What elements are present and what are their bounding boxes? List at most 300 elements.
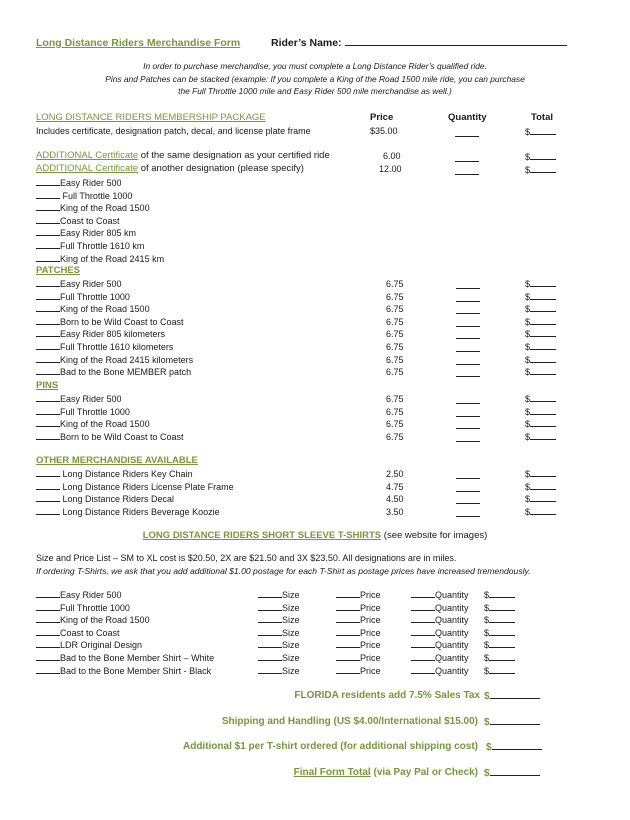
item-select-line[interactable] (36, 481, 60, 490)
tshirts-heading-note: (see website for images) (381, 530, 488, 541)
dollar-sign: $ (525, 316, 531, 327)
item-total-input[interactable] (530, 406, 556, 415)
tshirt-total-input[interactable] (489, 602, 515, 611)
price-field[interactable] (336, 652, 381, 665)
item-quantity-input[interactable] (456, 330, 480, 339)
quantity-label: Quantity (435, 665, 469, 676)
size-label: Size (282, 640, 300, 651)
item-quantity-input[interactable] (456, 433, 480, 442)
designation-item[interactable] (36, 227, 164, 240)
tshirt-row (36, 602, 596, 615)
other-list (36, 468, 576, 518)
size-field[interactable] (258, 589, 300, 602)
item-price: 6.75 (386, 431, 404, 442)
final-total-label (100, 767, 478, 778)
item-total-field[interactable] (525, 418, 556, 431)
patches-list (36, 278, 576, 379)
size-input[interactable] (258, 652, 282, 661)
other-heading: OTHER MERCHANDISE AVAILABLE (36, 455, 198, 466)
item-quantity-input[interactable] (456, 280, 480, 289)
designation-label: Full Throttle 1610 km (60, 240, 145, 251)
quantity-field[interactable] (411, 602, 469, 615)
item-select-line[interactable] (36, 316, 60, 325)
tshirt-name: Easy Rider 500 (60, 590, 122, 600)
tshirt-total-input[interactable] (489, 639, 515, 648)
item-name: Full Throttle 1000 (60, 291, 130, 302)
item-quantity-input[interactable] (456, 368, 480, 377)
quantity-field[interactable] (411, 589, 469, 602)
sales-tax-input[interactable] (490, 690, 540, 699)
dollar-sign: $ (525, 354, 531, 365)
item-price: 2.50 (386, 469, 404, 479)
riders-name-field[interactable] (271, 37, 567, 49)
size-label: Size (282, 615, 300, 626)
quantity-field[interactable] (411, 639, 469, 652)
item-total-input[interactable] (530, 328, 556, 337)
designation-label: Full Throttle 1000 (60, 190, 133, 201)
item-select-line[interactable] (36, 468, 60, 477)
size-field[interactable] (258, 639, 300, 652)
additional-cert-row (36, 163, 304, 174)
size-field[interactable] (258, 602, 300, 615)
item-select-line[interactable] (36, 589, 60, 598)
quantity-field[interactable] (411, 665, 469, 678)
tshirt-total-input[interactable] (489, 589, 515, 598)
dollar-sign: $ (525, 481, 531, 492)
quantity-input[interactable] (411, 589, 435, 598)
price-field[interactable] (336, 602, 381, 615)
additional-cert-link[interactable]: ADDITIONAL Certificate (36, 150, 139, 161)
additional-cert-quantity-input[interactable] (455, 153, 479, 162)
final-total-input[interactable] (490, 767, 540, 776)
shipping-field[interactable] (484, 716, 540, 728)
dollar-sign: $ (484, 627, 490, 638)
shipping-label: Shipping and Handling (US $4.00/International $15.00) (221, 716, 478, 727)
size-input[interactable] (258, 602, 282, 611)
tshirt-total-field[interactable] (484, 665, 515, 678)
quantity-input[interactable] (411, 602, 435, 611)
designation-item[interactable] (36, 253, 164, 266)
patch-row (36, 341, 576, 354)
additional-cert-total-input[interactable] (530, 164, 556, 173)
size-label: Size (282, 665, 300, 676)
other-merch-row (36, 506, 576, 519)
tshirt-total-field[interactable] (484, 639, 515, 652)
tshirt-total-field[interactable] (484, 589, 515, 602)
item-total-field[interactable] (525, 341, 556, 354)
membership-description: Includes certificate, designation patch, decal, and license plate frame (36, 126, 311, 136)
item-select-line[interactable] (36, 493, 60, 502)
membership-quantity-input[interactable] (455, 128, 479, 137)
item-total-field[interactable] (525, 481, 556, 494)
item-total-input[interactable] (530, 468, 556, 477)
item-name: Born to be Wild Coast to Coast (60, 431, 184, 442)
dollar-sign: $ (484, 640, 490, 651)
designation-list (36, 177, 164, 265)
item-select-line[interactable] (36, 303, 60, 312)
size-field[interactable] (258, 652, 300, 665)
tshirts-heading-row (0, 530, 630, 541)
item-select-line[interactable] (36, 341, 60, 350)
additional-cert-text: of another designation (please specify) (138, 163, 304, 174)
designation-item[interactable] (36, 177, 164, 190)
size-input[interactable] (258, 665, 282, 674)
size-label: Size (282, 602, 300, 613)
dollar-sign: $ (525, 431, 531, 442)
item-select-line[interactable] (36, 393, 60, 402)
item-quantity-input[interactable] (456, 395, 480, 404)
tshirt-total-input[interactable] (489, 665, 515, 674)
quantity-field[interactable] (411, 627, 469, 640)
quantity-input[interactable] (411, 639, 435, 648)
item-price: 6.75 (386, 406, 404, 417)
size-field[interactable] (258, 614, 300, 627)
item-total-field[interactable] (525, 366, 556, 379)
designation-checkbox-line[interactable] (36, 240, 60, 249)
dollar-sign: $ (525, 127, 531, 137)
item-price: 6.75 (386, 394, 404, 404)
tshirt-name: King of the Road 1500 (60, 615, 150, 626)
item-price: 6.75 (386, 279, 404, 289)
dollar-sign: $ (525, 419, 531, 430)
item-total-input[interactable] (530, 341, 556, 350)
designation-checkbox-line[interactable] (36, 215, 60, 224)
item-select-line[interactable] (36, 418, 60, 427)
quantity-field[interactable] (411, 614, 469, 627)
item-quantity-input[interactable] (456, 470, 480, 479)
designation-label: Coast to Coast (60, 215, 120, 226)
designation-item[interactable] (36, 202, 164, 215)
item-quantity-input[interactable] (456, 356, 480, 365)
item-total-field[interactable] (525, 291, 556, 304)
tshirt-name: Coast to Coast (60, 627, 120, 638)
dollar-sign: $ (525, 506, 531, 517)
item-name: Bad to the Bone MEMBER patch (60, 367, 192, 378)
dollar-sign: $ (525, 494, 531, 505)
dollar-sign: $ (525, 367, 531, 378)
price-input[interactable] (336, 627, 360, 636)
size-input[interactable] (258, 614, 282, 623)
item-total-field[interactable] (525, 328, 556, 341)
item-name: King of the Road 2415 kilometers (60, 354, 194, 365)
designation-item[interactable] (36, 190, 164, 203)
quantity-label: Quantity (435, 615, 469, 626)
item-quantity-input[interactable] (456, 318, 480, 327)
size-field[interactable] (258, 665, 300, 678)
item-total-field[interactable] (525, 278, 556, 291)
price-field[interactable] (336, 627, 381, 640)
size-input[interactable] (258, 639, 282, 648)
dollar-sign: $ (525, 341, 531, 352)
size-input[interactable] (258, 627, 282, 636)
tshirts-heading: LONG DISTANCE RIDERS SHORT SLEEVE T-SHIRTS (142, 530, 382, 541)
quantity-input[interactable] (411, 614, 435, 623)
item-select-line[interactable] (36, 278, 60, 287)
item-name: Long Distance Riders Beverage Koozie (60, 506, 220, 517)
patch-row (36, 328, 576, 341)
item-total-field[interactable] (525, 468, 556, 481)
dollar-sign: $ (484, 691, 490, 702)
size-label: Size (282, 590, 300, 600)
dollar-sign: $ (486, 742, 492, 753)
tshirt-name: Bad to the Bone Member Shirt - Black (60, 665, 212, 676)
dollar-sign: $ (484, 717, 490, 728)
quantity-label: Quantity (435, 602, 469, 613)
column-quantity: Quantity (448, 112, 487, 123)
quantity-input[interactable] (411, 652, 435, 661)
item-name: Long Distance Riders Key Chain (60, 469, 193, 479)
patch-row (36, 316, 576, 329)
patch-row (36, 303, 576, 316)
dollar-sign: $ (525, 291, 531, 302)
tshirts-postage-note: If ordering T-Shirts, we ask that you add additional $1.00 postage for each T-Shirt as postage prices have increased tremendously. (36, 566, 531, 576)
quantity-field[interactable] (411, 652, 469, 665)
dollar-sign: $ (525, 394, 531, 404)
intro-line: the Full Throttle 1000 mile and Easy Rider 500 mile merchandise as well.) (178, 86, 452, 96)
additional-cert-row (36, 150, 330, 161)
price-input[interactable] (336, 665, 360, 674)
item-name: Easy Rider 805 kilometers (60, 329, 166, 340)
item-select-line[interactable] (36, 406, 60, 415)
pin-row (36, 418, 576, 431)
item-quantity-input[interactable] (456, 508, 480, 517)
dollar-sign: $ (525, 165, 531, 175)
price-label: Price (360, 627, 381, 638)
item-name: Full Throttle 1610 kilometers (60, 341, 174, 352)
intro-line: Pins and Patches can be stacked (example: If you complete a King of the Road 1500 mile ride, you can purchase (105, 73, 525, 84)
item-quantity-input[interactable] (456, 420, 480, 429)
item-select-line[interactable] (36, 614, 60, 623)
item-quantity-input[interactable] (456, 495, 480, 504)
item-select-line[interactable] (36, 652, 60, 661)
dollar-sign: $ (525, 469, 531, 479)
additional-cert-total-field[interactable] (525, 164, 556, 175)
item-total-input[interactable] (530, 354, 556, 363)
patch-row (36, 291, 576, 304)
form-title: Long Distance Riders Merchandise Form (36, 37, 241, 49)
item-select-line[interactable] (36, 627, 60, 636)
item-total-input[interactable] (530, 278, 556, 287)
quantity-input[interactable] (411, 665, 435, 674)
item-price: 6.75 (386, 367, 404, 378)
designation-checkbox-line[interactable] (36, 190, 60, 199)
item-quantity-input[interactable] (456, 343, 480, 352)
designation-checkbox-line[interactable] (36, 253, 60, 262)
designation-label: Easy Rider 805 km (60, 228, 137, 239)
item-total-input[interactable] (530, 393, 556, 402)
item-select-line[interactable] (36, 602, 60, 611)
dollar-sign: $ (525, 279, 531, 289)
tshirts-price-list: Size and Price List – SM to XL cost is $20.50, 2X are $21.50 and 3X $23.50. All designations are in miles. (36, 553, 457, 563)
price-input[interactable] (336, 652, 360, 661)
riders-name-label: Rider’s Name: (271, 37, 342, 49)
item-quantity-input[interactable] (456, 293, 480, 302)
pin-row (36, 393, 576, 406)
designation-item[interactable] (36, 215, 164, 228)
item-total-input[interactable] (530, 506, 556, 515)
price-label: Price (360, 652, 381, 663)
item-total-input[interactable] (530, 291, 556, 300)
quantity-label: Quantity (435, 652, 469, 663)
additional-cert-price: 12.00 (379, 164, 402, 174)
extra-shipping-label: Additional $1 per T-shirt ordered (for additional shipping cost) (182, 741, 478, 752)
item-price: 6.75 (386, 341, 404, 352)
item-name: Born to be Wild Coast to Coast (60, 316, 184, 327)
other-merch-row (36, 481, 576, 494)
item-total-field[interactable] (525, 316, 556, 329)
quantity-label: Quantity (435, 640, 469, 651)
item-price: 6.75 (386, 316, 404, 327)
tshirt-total-field[interactable] (484, 652, 515, 665)
item-name: Long Distance Riders License Plate Frame (60, 481, 234, 492)
membership-heading: LONG DISTANCE RIDERS MEMBERSHIP PACKAGE (36, 112, 266, 123)
item-price: 4.50 (386, 494, 404, 505)
size-label: Size (282, 652, 300, 663)
item-price: 6.75 (386, 329, 404, 340)
pins-heading: PINS (36, 380, 59, 391)
extra-shipping-input[interactable] (492, 741, 542, 750)
shipping-input[interactable] (490, 716, 540, 725)
item-name: Long Distance Riders Decal (60, 494, 175, 505)
dollar-sign: $ (525, 304, 531, 315)
additional-cert-total-field[interactable] (525, 151, 556, 162)
designation-label: King of the Road 2415 km (60, 253, 165, 264)
patch-row (36, 366, 576, 379)
item-total-input[interactable] (530, 316, 556, 325)
tshirt-total-input[interactable] (489, 614, 515, 623)
item-total-field[interactable] (525, 393, 556, 406)
patch-row (36, 278, 576, 291)
item-select-line[interactable] (36, 506, 60, 515)
tshirt-row (36, 639, 596, 652)
final-total-note: (via Pay Pal or Check) (370, 767, 478, 778)
dollar-sign: $ (484, 615, 490, 626)
tshirt-name: Bad to the Bone Member Shirt – White (60, 652, 215, 663)
membership-total-input[interactable] (530, 126, 556, 135)
designation-checkbox-line[interactable] (36, 227, 60, 236)
price-field[interactable] (336, 589, 381, 602)
item-name: Full Throttle 1000 (60, 406, 130, 417)
item-total-input[interactable] (530, 366, 556, 375)
tshirt-total-input[interactable] (489, 652, 515, 661)
tshirt-name: Full Throttle 1000 (60, 602, 130, 613)
price-input[interactable] (336, 614, 360, 623)
additional-cert-text: of the same designation as your certified ride (138, 150, 330, 161)
item-quantity-input[interactable] (456, 305, 480, 314)
price-input[interactable] (336, 589, 360, 598)
item-select-line[interactable] (36, 431, 60, 440)
item-price: 6.75 (386, 304, 404, 315)
item-price: 4.75 (386, 481, 404, 492)
membership-price: $35.00 (370, 126, 398, 136)
dollar-sign: $ (484, 590, 490, 600)
item-price: 6.75 (386, 354, 404, 365)
riders-name-input[interactable] (345, 37, 567, 46)
extra-shipping-field[interactable] (486, 741, 542, 753)
item-total-field[interactable] (525, 506, 556, 519)
price-label: Price (360, 665, 381, 676)
designation-checkbox-line[interactable] (36, 177, 60, 186)
item-select-line[interactable] (36, 366, 60, 375)
intro-line: In order to purchase merchandise, you must complete a Long Distance Rider’s qualified ride. (143, 61, 487, 71)
item-quantity-input[interactable] (456, 483, 480, 492)
item-select-line[interactable] (36, 665, 60, 674)
dollar-sign: $ (484, 652, 490, 663)
item-select-line[interactable] (36, 354, 60, 363)
dollar-sign: $ (525, 329, 531, 340)
price-input[interactable] (336, 602, 360, 611)
designation-label: Easy Rider 500 (60, 178, 122, 188)
tshirt-row (36, 627, 596, 640)
dollar-sign: $ (525, 152, 531, 162)
item-quantity-input[interactable] (456, 408, 480, 417)
size-input[interactable] (258, 589, 282, 598)
designation-item[interactable] (36, 240, 164, 253)
price-field[interactable] (336, 614, 381, 627)
quantity-label: Quantity (435, 627, 469, 638)
price-input[interactable] (336, 639, 360, 648)
tshirt-total-field[interactable] (484, 614, 515, 627)
tshirt-total-input[interactable] (489, 627, 515, 636)
item-total-input[interactable] (530, 418, 556, 427)
item-total-field[interactable] (525, 431, 556, 444)
item-total-field[interactable] (525, 493, 556, 506)
additional-cert-link[interactable]: ADDITIONAL Certificate (36, 163, 139, 174)
item-name: Easy Rider 500 (60, 394, 122, 404)
item-total-input[interactable] (530, 303, 556, 312)
designation-checkbox-line[interactable] (36, 202, 60, 211)
item-total-field[interactable] (525, 406, 556, 419)
item-total-input[interactable] (530, 481, 556, 490)
pins-list (36, 393, 576, 443)
pin-row (36, 431, 576, 444)
final-total-link: Final Form Total (293, 767, 371, 778)
item-total-field[interactable] (525, 354, 556, 367)
item-select-line[interactable] (36, 639, 60, 648)
item-name: Easy Rider 500 (60, 279, 122, 289)
additional-cert-total-input[interactable] (530, 151, 556, 160)
item-name: King of the Road 1500 (60, 304, 150, 315)
size-field[interactable] (258, 627, 300, 640)
price-label: Price (360, 602, 381, 613)
tshirt-total-field[interactable] (484, 627, 515, 640)
final-total-field[interactable] (484, 767, 540, 779)
item-price: 6.75 (386, 291, 404, 302)
price-field[interactable] (336, 639, 381, 652)
additional-cert-quantity-input[interactable] (455, 166, 479, 175)
item-price: 6.75 (386, 419, 404, 430)
patches-heading: PATCHES (36, 265, 80, 276)
membership-total-field[interactable] (525, 126, 556, 137)
other-merch-row (36, 468, 576, 481)
item-name: King of the Road 1500 (60, 419, 150, 430)
item-total-input[interactable] (530, 493, 556, 502)
column-total: Total (531, 112, 553, 123)
tshirt-total-field[interactable] (484, 602, 515, 615)
item-total-field[interactable] (525, 303, 556, 316)
sales-tax-field[interactable] (484, 690, 540, 702)
patch-row (36, 354, 576, 367)
item-total-input[interactable] (530, 431, 556, 440)
item-select-line[interactable] (36, 291, 60, 300)
price-field[interactable] (336, 665, 381, 678)
tshirt-row (36, 614, 596, 627)
column-price: Price (370, 112, 394, 123)
item-select-line[interactable] (36, 328, 60, 337)
pin-row (36, 406, 576, 419)
quantity-input[interactable] (411, 627, 435, 636)
price-label: Price (360, 640, 381, 651)
